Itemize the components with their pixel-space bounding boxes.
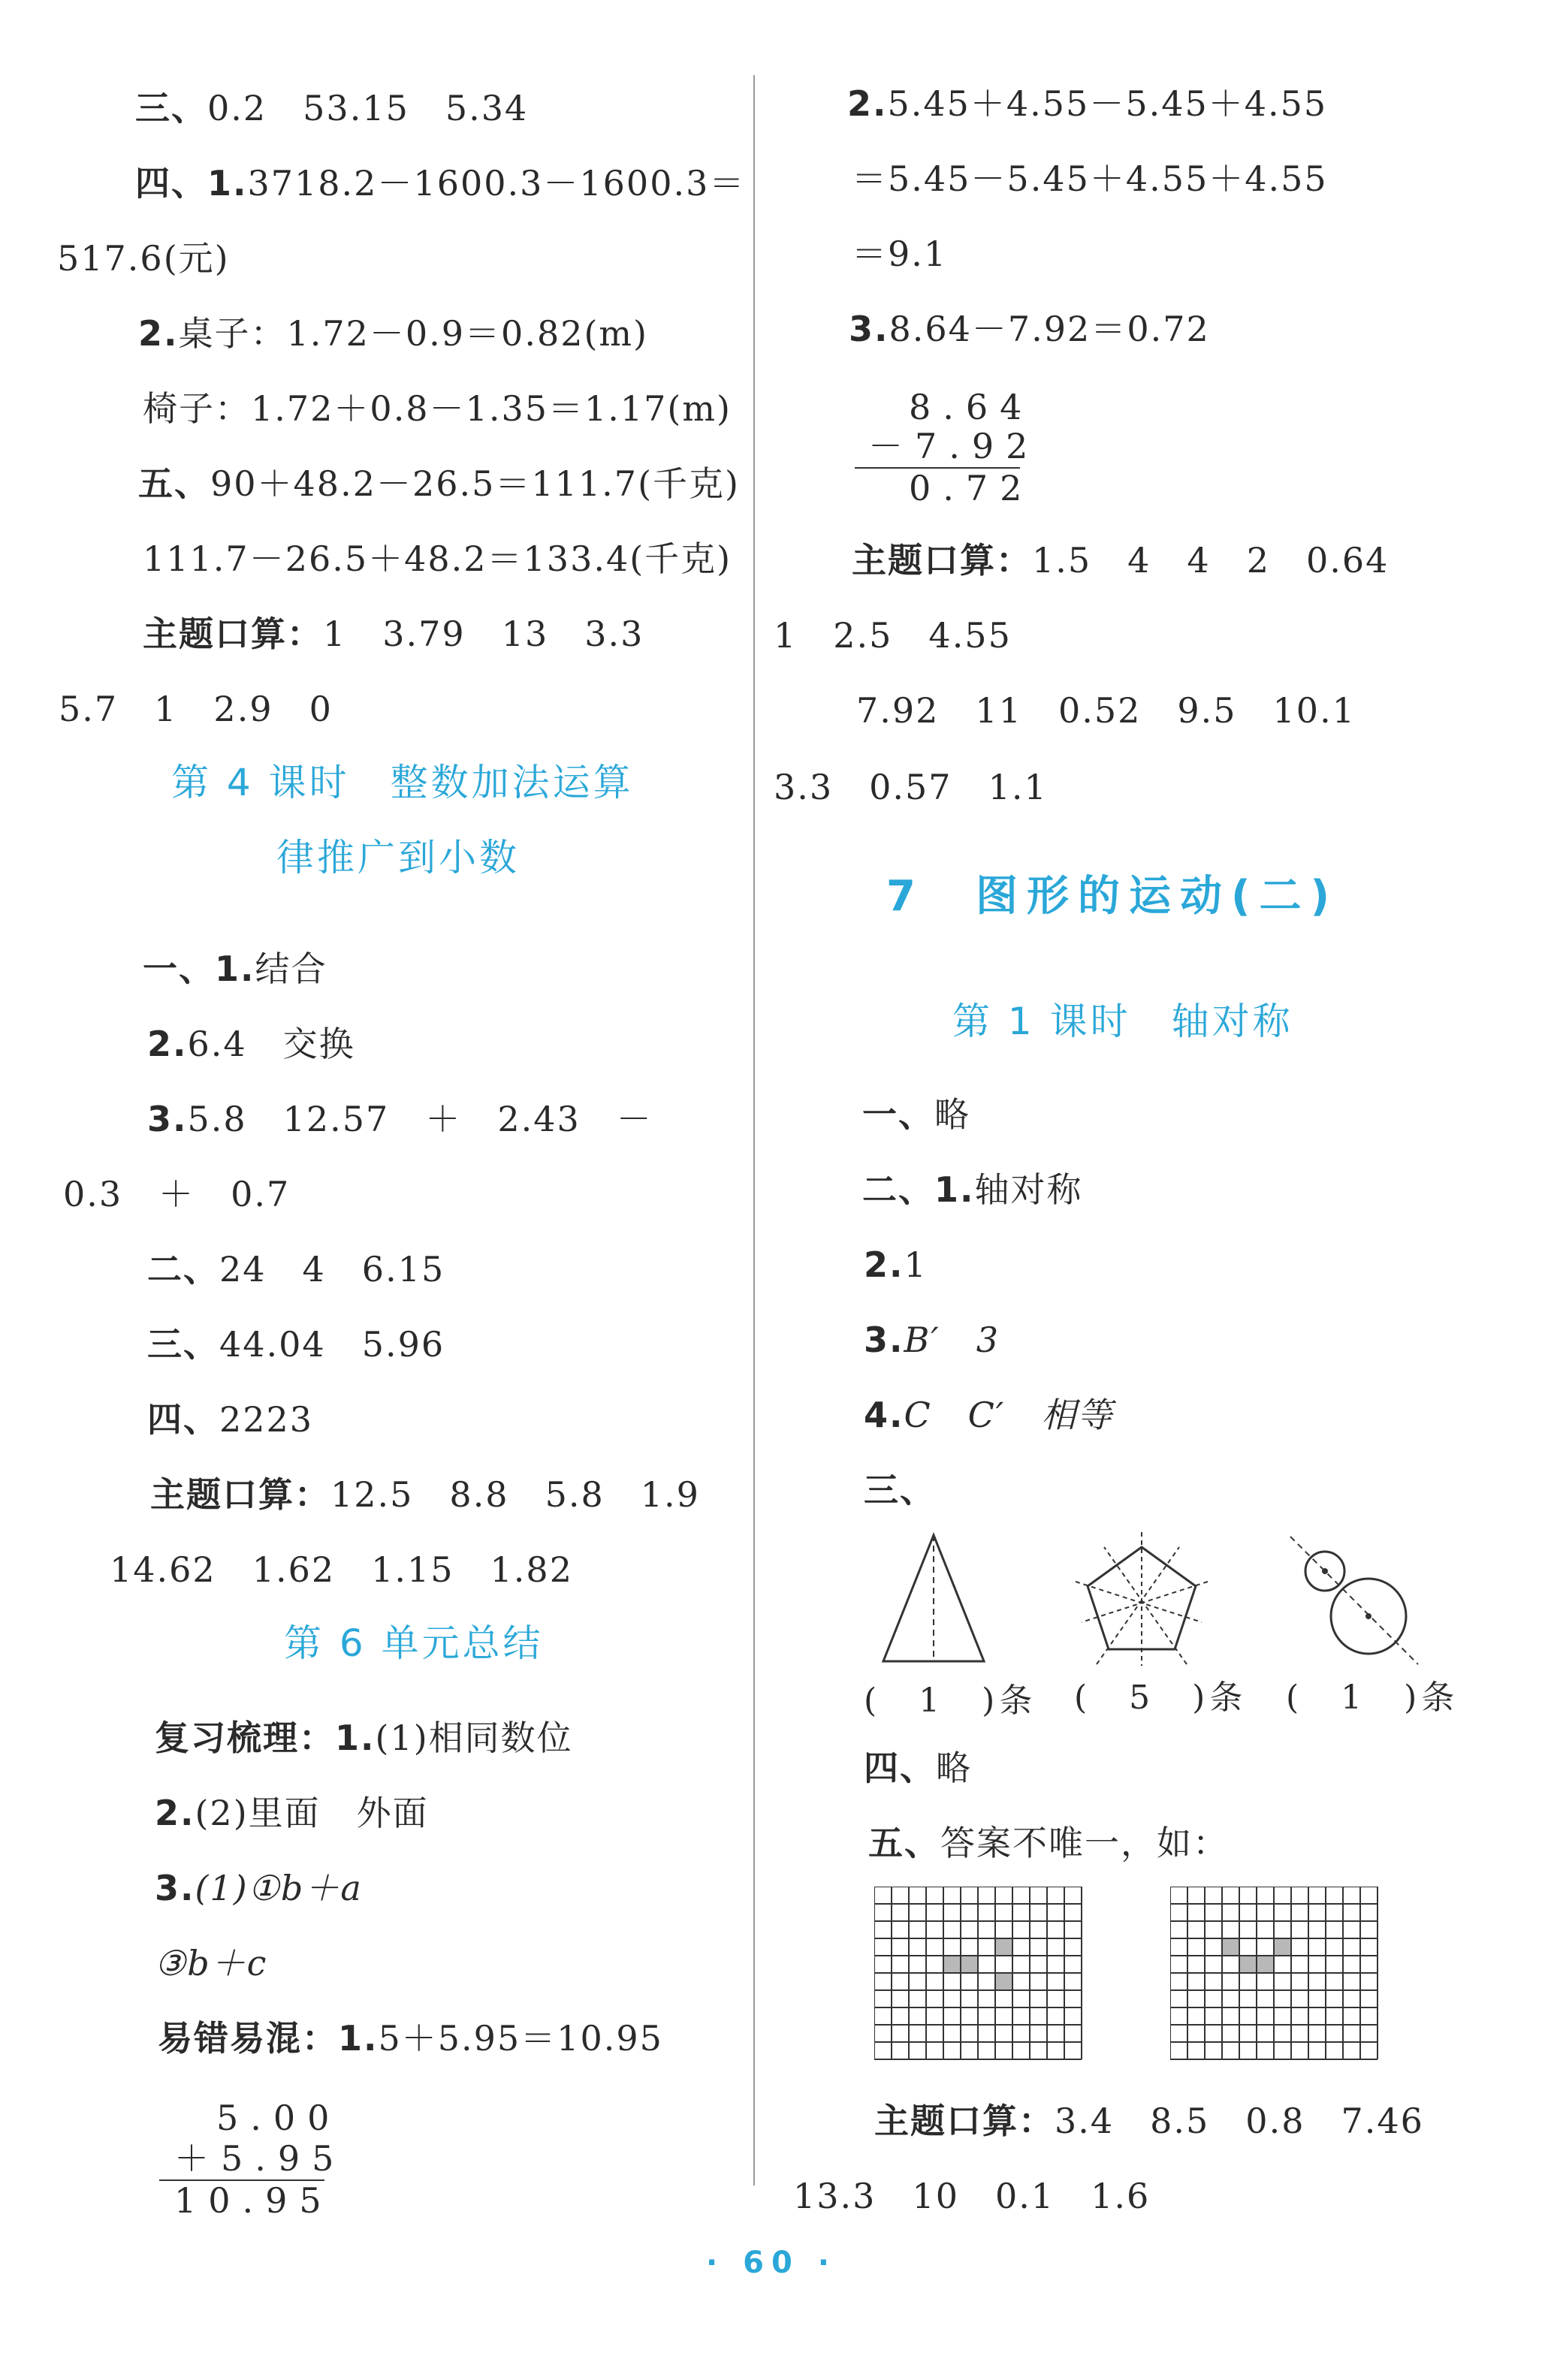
section-heading: 第 6 单元总结 xyxy=(284,1621,544,1665)
calc-row: ＋5.95 xyxy=(174,2138,346,2179)
answer-line: 3.3 0.57 1.1 xyxy=(774,767,1048,807)
answer-line: 2.(2)里面 外面 xyxy=(155,1793,429,1833)
calc-row: 8.64 xyxy=(909,387,1034,427)
triangle-figure xyxy=(877,1532,990,1667)
answer-line: 四、2223 xyxy=(147,1399,314,1440)
answer-line: 四、略 xyxy=(864,1748,972,1788)
section-heading: 第 1 课时 轴对称 xyxy=(952,1000,1293,1043)
answer-line: 主题口算：1 3.79 13 3.3 xyxy=(143,614,644,654)
answer-line: 3.(1)①b＋a xyxy=(155,1868,363,1908)
answer-line: 三、0.2 53.15 5.34 xyxy=(135,88,529,128)
answer-line: 517.6(元) xyxy=(57,238,230,279)
answer-line: 主题口算：1.5 4 4 2 0.64 xyxy=(852,540,1390,581)
answer-line: 主题口算：12.5 8.8 5.8 1.9 xyxy=(150,1474,700,1515)
answer-line: 0.3 ＋ 0.7 xyxy=(63,1174,291,1214)
answer-line: 二、1.轴对称 xyxy=(862,1169,1083,1210)
answer-line: 四、1.3718.2－1600.3－1600.3＝ xyxy=(135,163,746,204)
answer-line: 三、44.04 5.96 xyxy=(147,1324,445,1365)
answer-line: 复习梳理：1.(1)相同数位 xyxy=(155,1718,573,1758)
answer-line: 3.B′ 3 xyxy=(864,1320,1000,1360)
chapter-heading: 7 图形的运动(二) xyxy=(886,872,1339,921)
calc-row: 10.95 xyxy=(174,2180,333,2221)
answer-line: 三、 xyxy=(864,1470,936,1510)
figure-caption: ( 1 )条 xyxy=(1286,1679,1459,1717)
two-circles-figure xyxy=(1286,1532,1421,1667)
answer-line: 4.C C′ 相等 xyxy=(864,1395,1114,1435)
calc-row: 5.00 xyxy=(216,2098,342,2138)
answer-line: 111.7－26.5＋48.2＝133.4(千克) xyxy=(143,538,732,579)
answer-line: 7.92 11 0.52 9.5 10.1 xyxy=(856,690,1356,731)
answer-line: ＝9.1 xyxy=(852,234,948,274)
answer-line: 3.5.8 12.57 ＋ 2.43 － xyxy=(147,1099,653,1139)
answer-line: 椅子：1.72＋0.8－1.35＝1.17(m) xyxy=(143,388,732,429)
pentagon-figure xyxy=(1074,1532,1209,1667)
section-heading: 第 4 课时 整数加法运算 xyxy=(171,761,634,804)
answer-line: 五、90＋48.2－26.5＝111.7(千克) xyxy=(138,463,740,504)
grid-figure-2 xyxy=(1170,1887,1381,2061)
answer-line: ＝5.45－5.45＋4.55＋4.55 xyxy=(852,158,1328,199)
answer-line: 3.8.64－7.92＝0.72 xyxy=(849,309,1210,349)
answer-line: 14.62 1.62 1.15 1.82 xyxy=(110,1549,573,1590)
answer-line: 2.5.45＋4.55－5.45＋4.55 xyxy=(847,83,1328,124)
section-heading: 律推广到小数 xyxy=(276,836,520,879)
answer-line: ③b＋c xyxy=(155,1943,268,1983)
column-divider xyxy=(753,75,755,2185)
answer-line: 二、24 4 6.15 xyxy=(147,1249,445,1290)
answer-line: 1 2.5 4.55 xyxy=(774,615,1012,656)
answer-line: 2.桌子：1.72－0.9＝0.82(m) xyxy=(138,313,648,354)
answer-line: 13.3 10 0.1 1.6 xyxy=(793,2176,1151,2216)
calc-row: 0.72 xyxy=(909,468,1034,508)
answer-line: 主题口算：3.4 8.5 0.8 7.46 xyxy=(874,2101,1424,2141)
page-number: · 60 · xyxy=(706,2246,837,2280)
answer-line: 5.7 1 2.9 0 xyxy=(59,689,333,729)
answer-line: 一、1.结合 xyxy=(143,949,327,989)
answer-line: 易错易混：1.5＋5.95＝10.95 xyxy=(158,2018,663,2059)
answer-line: 五、答案不唯一，如： xyxy=(868,1823,1229,1863)
grid-figure-1 xyxy=(874,1887,1085,2061)
answer-line: 2.1 xyxy=(864,1244,928,1285)
figure-caption: ( 1 )条 xyxy=(864,1682,1037,1720)
figure-caption: ( 5 )条 xyxy=(1074,1679,1248,1717)
answer-line: 一、略 xyxy=(862,1094,970,1135)
answer-line: 2.6.4 交换 xyxy=(147,1024,355,1064)
calc-row: －7.92 xyxy=(868,426,1040,466)
